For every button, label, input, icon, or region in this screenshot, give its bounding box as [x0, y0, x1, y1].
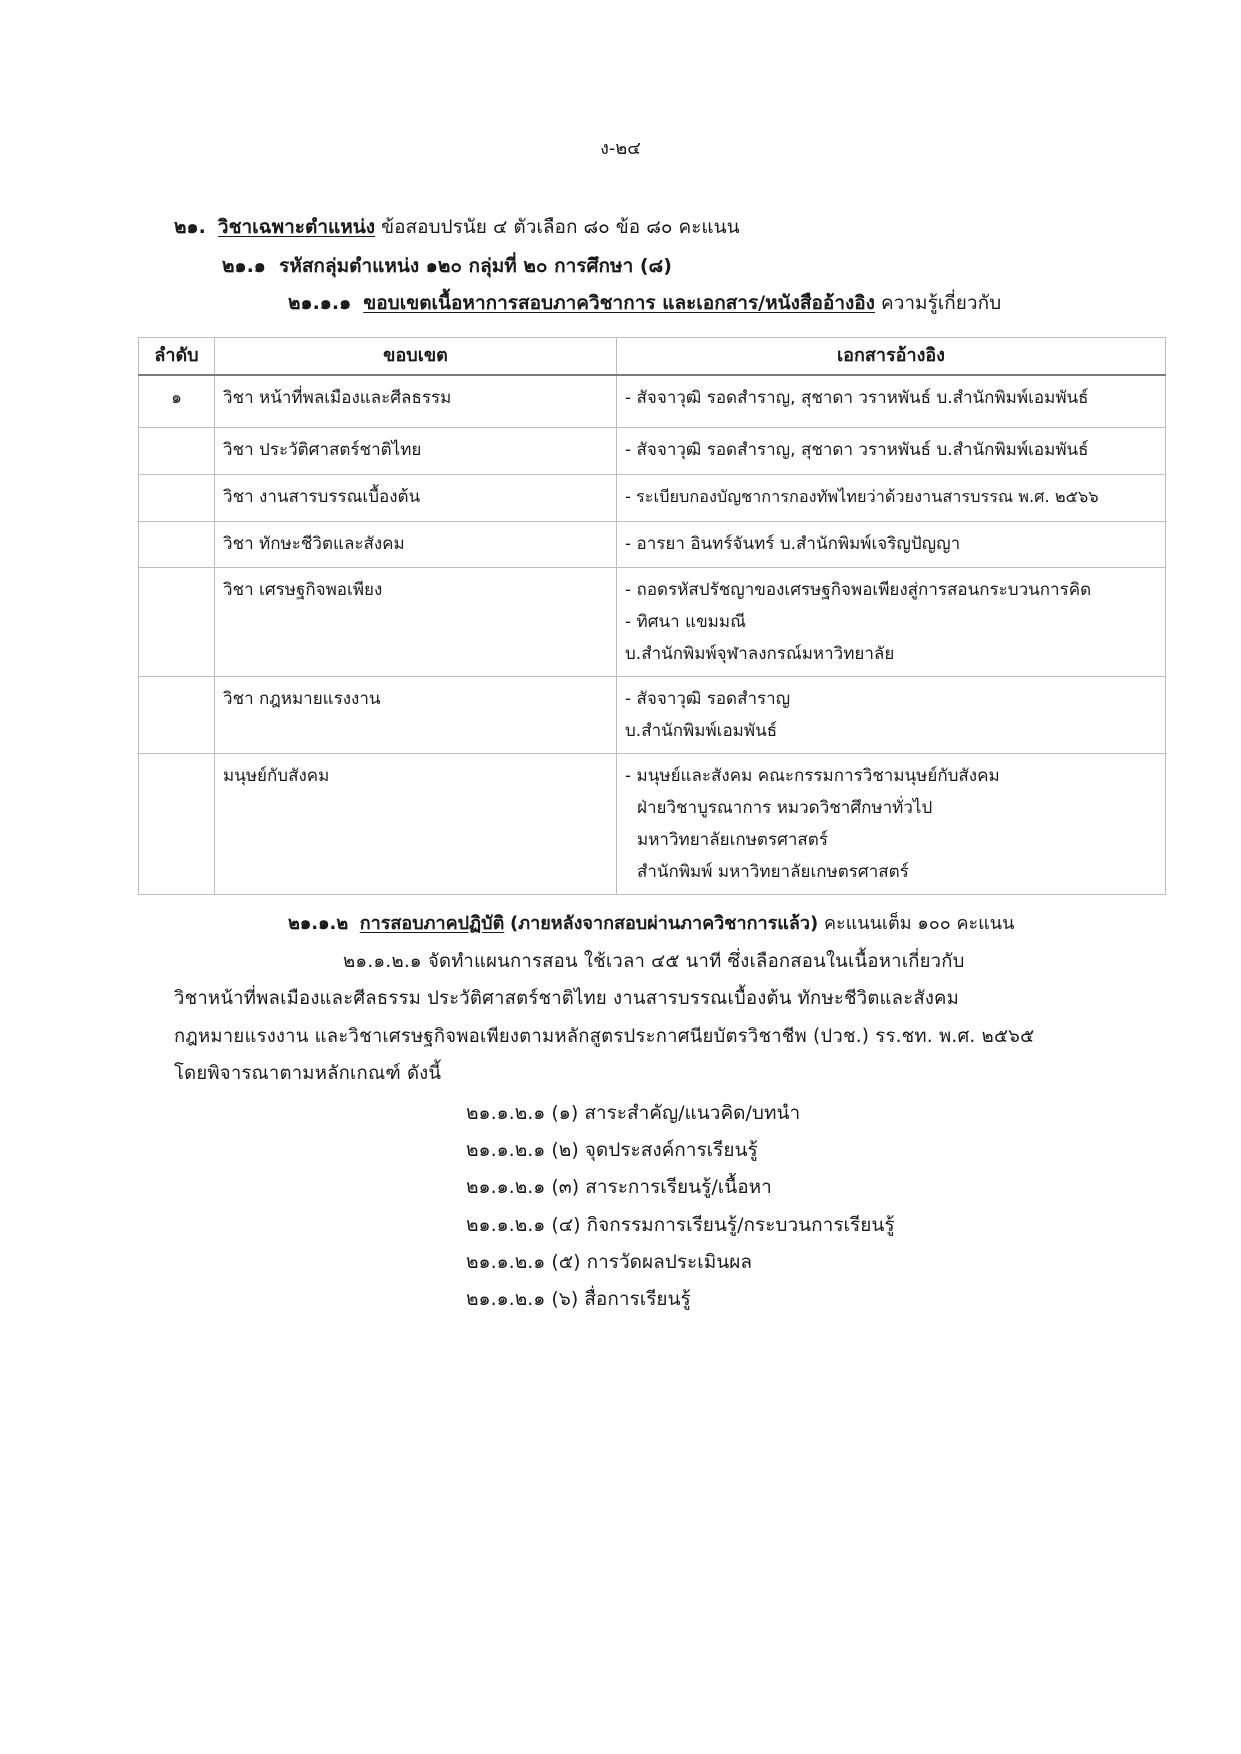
row-refs — [617, 375, 1166, 427]
ref-line: สำนักพิมพ์ มหาวิทยาลัยเกษตรศาสตร์ — [637, 861, 909, 882]
section-211-heading — [222, 255, 672, 278]
row-refs — [617, 427, 1166, 474]
row-refs — [617, 753, 1166, 894]
section-21-title: วิชาเฉพาะตำแหน่ง — [217, 216, 376, 238]
section-2111-number: ๒๑.๑.๑ — [288, 292, 352, 314]
section-2111-title: ขอบเขตเนื้อหาการสอบภาควิชาการ และเอกสาร/หนังสืออ้างอิง — [363, 292, 875, 314]
row-number — [139, 567, 215, 676]
ref-line: - มนุษย์และสังคม คณะกรรมการวิชามนุษย์กับสังคม — [625, 765, 1000, 786]
row-scope: วิชา หน้าที่พลเมืองและศีลธรรม — [215, 375, 617, 427]
section-21-desc: ข้อสอบปรนัย ๔ ตัวเลือก ๘๐ ข้อ ๘๐ คะแนน — [381, 216, 740, 238]
ref-line: ฝ่ายวิชาบูรณาการ หมวดวิชาศึกษาทั่วไป — [637, 797, 933, 818]
row-refs — [617, 567, 1166, 676]
ref-line: - ทิศนา แขมมณี — [625, 611, 746, 632]
page-number: ง-๒๔ — [600, 138, 641, 159]
criteria-item: ๒๑.๑.๒.๑ (๑) สาระสำคัญ/แนวคิด/บทนำ — [466, 1102, 801, 1124]
header-scope: ขอบเขต — [215, 338, 617, 376]
reference-table — [138, 337, 1166, 895]
table-row — [139, 676, 1166, 753]
section-211-number: ๒๑.๑ — [222, 255, 266, 277]
row-refs — [617, 676, 1166, 753]
ref-line: - ระเบียบกองบัญชาการกองทัพไทยว่าด้วยงานสารบรรณ พ.ศ. ๒๕๖๖ — [625, 486, 1099, 506]
header-order: ลำดับ — [139, 338, 215, 376]
criteria-item: ๒๑.๑.๒.๑ (๒) จุดประสงค์การเรียนรู้ — [466, 1139, 758, 1161]
section-2111-suffix: ความรู้เกี่ยวกับ — [881, 292, 1002, 314]
row-scope: มนุษย์กับสังคม — [215, 753, 617, 894]
row-scope: วิชา ประวัติศาสตร์ชาติไทย — [215, 427, 617, 474]
ref-line: - สัจจาวุฒิ รอดสำราญ, สุชาดา วราหพันธ์ บ.สำนักพิมพ์เอมพันธ์ — [625, 388, 1089, 408]
section-2112-title: การสอบภาคปฏิบัติ — [359, 913, 505, 934]
row-scope: วิชา งานสารบรรณเบื้องต้น — [215, 474, 617, 521]
section-2112-heading — [288, 913, 1014, 935]
criteria-item: ๒๑.๑.๒.๑ (๔) กิจกรรมการเรียนรู้/กระบวนการเรียนรู้ — [466, 1214, 895, 1236]
row-refs — [617, 474, 1166, 521]
section-2112-score: คะแนนเต็ม ๑๐๐ คะแนน — [823, 913, 1015, 934]
table-row — [139, 521, 1166, 567]
row-refs — [617, 521, 1166, 567]
paragraph-line-2: วิชาหน้าที่พลเมืองและศีลธรรม ประวัติศาสตร์ชาติไทย งานสารบรรณเบื้องต้น ทักษะชีวิตและสังคม — [174, 988, 960, 1009]
row-number — [139, 753, 215, 894]
table-header-row — [139, 338, 1166, 376]
ref-line: - สัจจาวุฒิ รอดสำราญ, สุชาดา วราหพันธ์ บ.สำนักพิมพ์เอมพันธ์ — [625, 439, 1089, 460]
row-number — [139, 427, 215, 474]
ref-line: - อารยา อินทร์จันทร์ บ.สำนักพิมพ์เจริญปัญญา — [625, 533, 961, 554]
ref-line: บ.สำนักพิมพ์จุฬาลงกรณ์มหาวิทยาลัย — [625, 643, 895, 664]
section-21-number: ๒๑. — [174, 216, 206, 238]
table-row — [139, 427, 1166, 474]
table-row — [139, 474, 1166, 521]
row-number — [139, 521, 215, 567]
section-2111-heading — [288, 292, 1001, 315]
header-references: เอกสารอ้างอิง — [617, 338, 1166, 376]
section-21-heading — [174, 216, 740, 239]
ref-line: บ.สำนักพิมพ์เอมพันธ์ — [625, 720, 778, 741]
row-scope: วิชา ทักษะชีวิตและสังคม — [215, 521, 617, 567]
row-number — [139, 474, 215, 521]
row-scope: วิชา เศรษฐกิจพอเพียง — [215, 567, 617, 676]
criteria-item: ๒๑.๑.๒.๑ (๖) สื่อการเรียนรู้ — [466, 1288, 691, 1310]
paragraph-line-1: ๒๑.๑.๒.๑ จัดทำแผนการสอน ใช้เวลา ๔๕ นาที ซึ่งเลือกสอนในเนื้อหาเกี่ยวกับ — [343, 951, 965, 972]
table-row — [139, 375, 1166, 427]
row-number — [139, 676, 215, 753]
paragraph-line-3: กฎหมายแรงงาน และวิชาเศรษฐกิจพอเพียงตามหลักสูตรประกาศนียบัตรวิชาชีพ (ปวช.) รร.ชท. พ.ศ. ๒๕๖๕ — [174, 1026, 1035, 1047]
table-row — [139, 567, 1166, 676]
row-scope: วิชา กฎหมายแรงงาน — [215, 676, 617, 753]
ref-line: - ถอดรหัสปรัชญาของเศรษฐกิจพอเพียงสู่การสอนกระบวนการคิด — [625, 579, 1092, 600]
row-number: ๑ — [139, 375, 215, 427]
criteria-item: ๒๑.๑.๒.๑ (๓) สาระการเรียนรู้/เนื้อหา — [466, 1176, 772, 1198]
section-2112-subtitle: (ภายหลังจากสอบผ่านภาควิชาการแล้ว) — [510, 913, 819, 934]
section-211-title: รหัสกลุ่มตำแหน่ง ๑๒๐ กลุ่มที่ ๒๐ การศึกษา (๘) — [279, 255, 672, 277]
criteria-item: ๒๑.๑.๒.๑ (๕) การวัดผลประเมินผล — [466, 1251, 753, 1273]
table-row — [139, 753, 1166, 894]
section-2112-number: ๒๑.๑.๒ — [288, 913, 349, 934]
ref-line: มหาวิทยาลัยเกษตรศาสตร์ — [637, 829, 828, 850]
paragraph-line-4: โดยพิจารณาตามหลักเกณฑ์ ดังนี้ — [174, 1063, 442, 1084]
ref-line: - สัจจาวุฒิ รอดสำราญ — [625, 688, 791, 709]
